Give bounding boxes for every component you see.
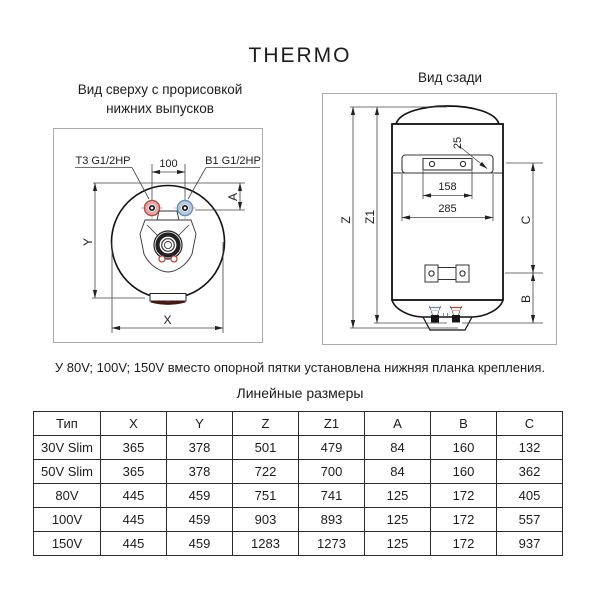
dim-c-label: C [519, 215, 533, 225]
heater-body [392, 106, 503, 330]
table-cell: 84 [365, 460, 431, 484]
table-cell: 172 [431, 532, 497, 556]
table-cell: 1283 [233, 532, 299, 556]
table-cell: 479 [299, 436, 365, 460]
table-cell: 80V [34, 484, 101, 508]
table-header-cell: C [497, 412, 563, 436]
table-title: Линейные размеры [236, 385, 364, 401]
bottom-tab [150, 294, 186, 304]
table-cell: 741 [299, 484, 365, 508]
table-cell: 125 [365, 532, 431, 556]
dim-b-label: B [519, 294, 533, 304]
dim-25-label: 25 [452, 136, 464, 150]
table-row [34, 508, 563, 532]
table-cell: 362 [497, 460, 563, 484]
table-cell: 84 [365, 436, 431, 460]
table-cell: 722 [233, 460, 299, 484]
table-cell: 365 [101, 460, 167, 484]
table-header-cell: X [101, 412, 167, 436]
table-cell: 445 [101, 532, 167, 556]
table-header-cell: Тип [34, 412, 101, 436]
table-cell: 405 [497, 484, 563, 508]
mounting-bracket-top [393, 155, 502, 173]
table-cell: 30V Slim [34, 436, 101, 460]
table-cell: 172 [431, 508, 497, 532]
table-cell: 172 [431, 484, 497, 508]
hot-port-label: T3 G1/2HP [75, 155, 131, 167]
table-cell: 459 [167, 508, 233, 532]
table-cell: 445 [101, 508, 167, 532]
note-text: У 80V; 100V; 150V вместо опорной пятки установлена нижняя планка крепления. [54, 360, 546, 375]
top-view-title-line2: нижних выпусков [106, 101, 214, 116]
table-cell: 365 [101, 436, 167, 460]
table-header-cell: Y [167, 412, 233, 436]
table-cell: 132 [497, 436, 563, 460]
table-cell: 160 [431, 436, 497, 460]
table-header-cell: Z [233, 412, 299, 436]
cold-port-label: B1 G1/2HP [205, 155, 261, 167]
top-view-title-line1: Вид сверху с прорисовкой [77, 82, 243, 97]
table-cell: 893 [299, 508, 365, 532]
table-row [34, 460, 563, 484]
table-cell: 937 [497, 532, 563, 556]
table-cell: 125 [365, 508, 431, 532]
table-cell: 125 [365, 484, 431, 508]
dim-y-label: Y [81, 237, 95, 247]
table-cell: 501 [233, 436, 299, 460]
table-cell: 903 [233, 508, 299, 532]
table-cell: 150V [34, 532, 101, 556]
table-cell: 459 [167, 532, 233, 556]
table-cell: 751 [233, 484, 299, 508]
outlet-cold [429, 306, 441, 323]
table-cell: 557 [497, 508, 563, 532]
table-row [34, 436, 563, 460]
table-header-cell: B [431, 412, 497, 436]
table-cell: 378 [167, 436, 233, 460]
page-title: THERMO [248, 44, 352, 67]
dim-z-label: Z [339, 216, 353, 224]
rear-view-title: Вид сзади [417, 70, 483, 85]
table-header-cell: A [365, 412, 431, 436]
table-row [34, 484, 563, 508]
top-view-title [40, 80, 280, 118]
table-header-cell: Z1 [299, 412, 365, 436]
dim-a-label: A [226, 192, 240, 202]
mounting-plate-bottom [425, 265, 469, 282]
table-cell: 378 [167, 460, 233, 484]
table-cell: 445 [101, 484, 167, 508]
dim-x-label: X [163, 313, 172, 327]
table-cell: 160 [431, 460, 497, 484]
rear-view-diagram [322, 93, 557, 345]
table-cell: 459 [167, 484, 233, 508]
table-cell: 100V [34, 508, 101, 532]
table-row [34, 532, 563, 556]
table-cell: 700 [299, 460, 365, 484]
dim-100-label: 100 [159, 158, 178, 170]
dimensions-table [33, 411, 563, 556]
table-header-row [34, 412, 563, 436]
dim-158-label: 158 [438, 181, 457, 193]
table-cell: 1273 [299, 532, 365, 556]
top-view-diagram [53, 128, 263, 343]
dim-z1-label: Z1 [363, 209, 377, 225]
table-cell: 50V Slim [34, 460, 101, 484]
dim-285-label: 285 [438, 203, 457, 215]
outlet-hot [444, 306, 463, 323]
